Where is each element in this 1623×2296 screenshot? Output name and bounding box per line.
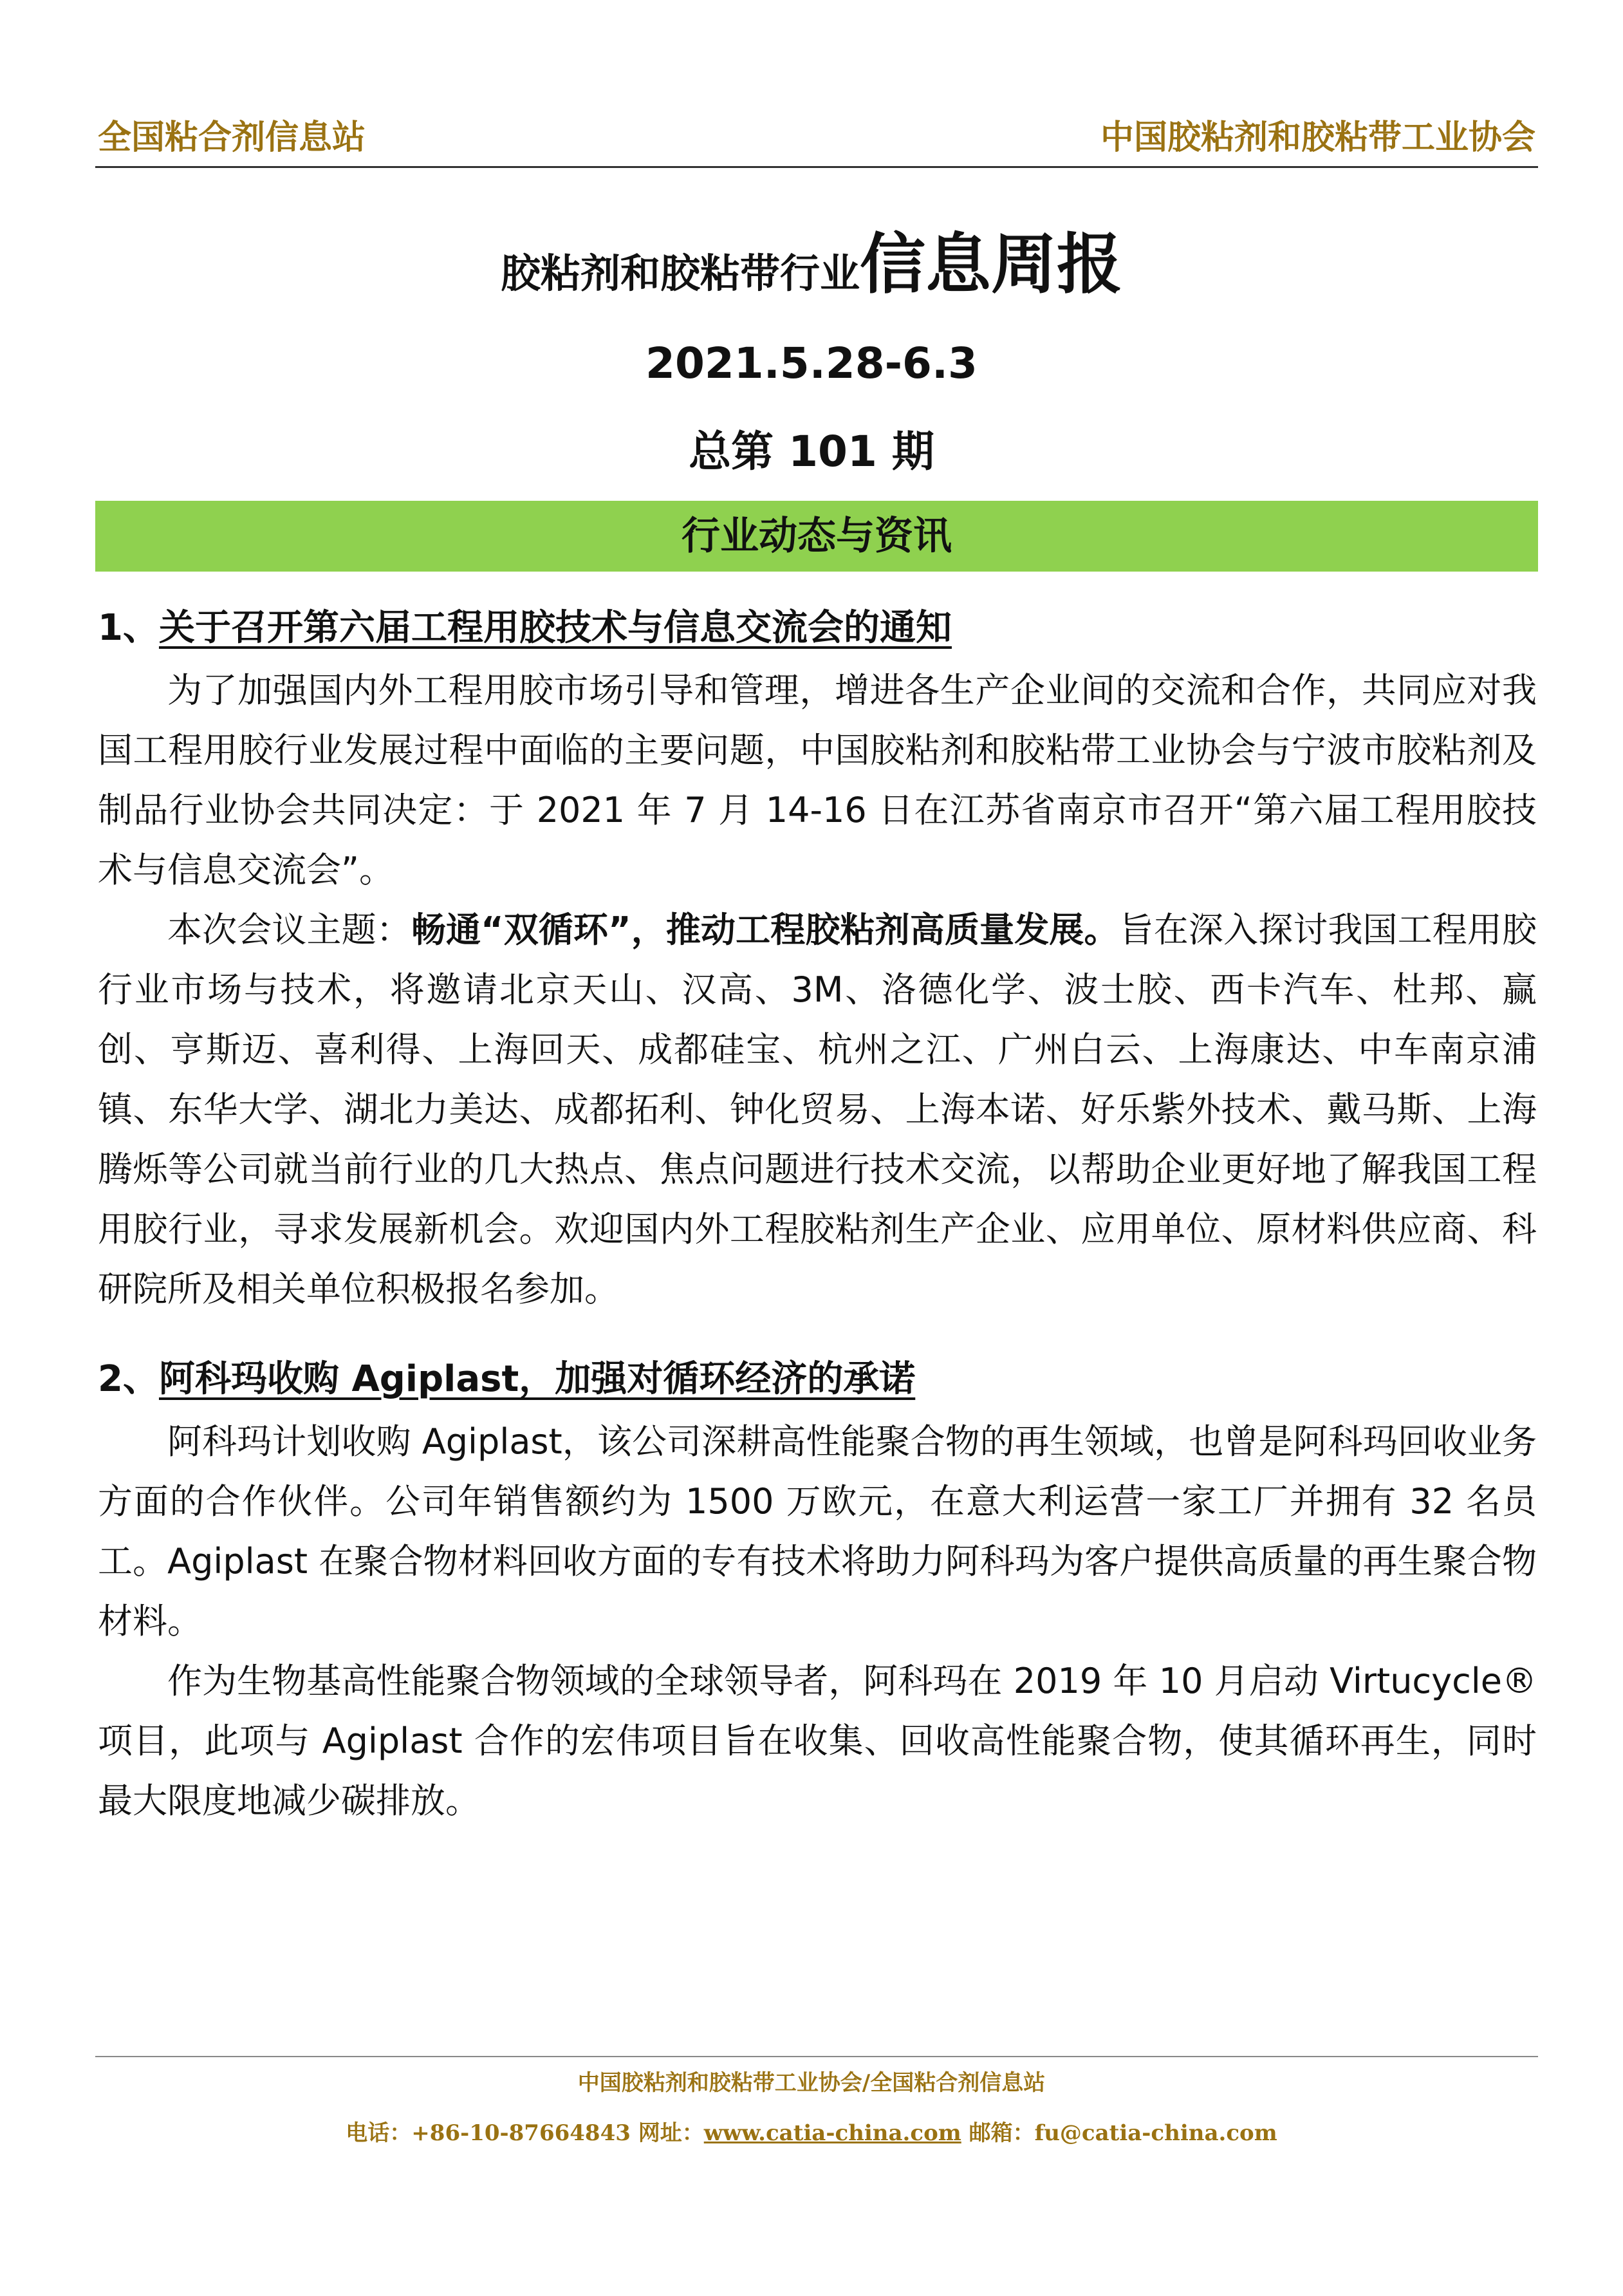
article-1-number: 1、	[98, 607, 159, 649]
article-2-title: 阿科玛收购 Agiplast，加强对循环经济的承诺	[158, 1358, 916, 1400]
footer-email: 邮箱：fu@catia-china.com	[961, 2120, 1277, 2146]
header-left-org: 全国粘合剂信息站	[98, 118, 366, 157]
article-2-heading	[98, 1347, 1537, 1412]
report-title	[0, 212, 1623, 306]
footer-website-link[interactable]: www.catia-china.com	[703, 2120, 961, 2146]
title-weekly: 信息周报	[860, 227, 1122, 303]
article-2-number: 2、	[98, 1358, 159, 1400]
report-date: 2021.5.28-6.3	[645, 339, 978, 388]
article-2-paragraph-2: 作为生物基高性能聚合物领域的全球领导者，阿科玛在 2019 年 10 月启动 Virtucycle®项目，此项与 Agiplast 合作的宏伟项目旨在收集、回收高性能聚合物，使其循环再生，同时最大限度地减少碳排放。	[98, 1661, 1537, 1821]
article-1-paragraph-1: 为了加强国内外工程用胶市场引导和管理，增进各生产企业间的交流和合作，共同应对我国工程用胶行业发展过程中面临的主要问题，中国胶粘剂和胶粘带工业协会与宁波市胶粘剂及制品行业协会共同决定：于 2021 年 7 月 14-16 日在江苏省南京市召开“第六届工程用胶技术与信息交流会”。	[98, 670, 1537, 890]
title-industry: 胶粘剂和胶粘带行业	[500, 250, 860, 297]
article-list	[98, 596, 1537, 1831]
footer-org: 中国胶粘剂和胶粘带工业协会/全国粘合剂信息站	[577, 2070, 1046, 2096]
footer-divider	[95, 2056, 1538, 2057]
report-issue: 总第 101 期	[689, 427, 934, 476]
article-1-heading	[98, 596, 1537, 660]
page-header	[95, 115, 1538, 168]
footer-contact	[0, 2115, 1623, 2147]
article-2-paragraph-1: 阿科玛计划收购 Agiplast，该公司深耕高性能聚合物的再生领域，也曾是阿科玛回收业务方面的合作伙伴。公司年销售额约为 1500 万欧元，在意大利运营一家工厂并拥有 32 名员工。Agiplast 在聚合物材料回收方面的专有技术将助力阿科玛为客户提供高质量的再生聚合物材料。	[98, 1421, 1537, 1641]
article-1-paragraph-2	[98, 900, 1537, 1319]
article-1-theme-lead: 本次会议主题：	[167, 910, 411, 950]
article-1-paragraph-2-rest: 旨在深入探讨我国工程用胶行业市场与技术，将邀请北京天山、汉高、3M、洛德化学、波士胶、西卡汽车、杜邦、赢创、亨斯迈、喜利得、上海回天、成都硅宝、杭州之江、广州白云、上海康达、中车南京浦镇、东华大学、湖北力美达、成都拓利、钟化贸易、上海本诺、好乐紫外技术、戴马斯、上海腾烁等公司就当前行业的几大热点、焦点问题进行技术交流，以帮助企业更好地了解我国工程用胶行业，寻求发展新机会。欢迎国内外工程胶粘剂生产企业、应用单位、原材料供应商、科研院所及相关单位积极报名参加。	[98, 910, 1537, 1309]
footer-tel: 电话：+86-10-87664843 网址：	[346, 2120, 704, 2146]
article-1-title: 关于召开第六届工程用胶技术与信息交流会的通知	[158, 607, 952, 649]
header-right-org: 中国胶粘剂和胶粘带工业协会	[1100, 118, 1535, 157]
article-1-theme: 畅通“双循环”，推动工程胶粘剂高质量发展。	[411, 910, 1119, 950]
section-bar: 行业动态与资讯	[95, 501, 1538, 572]
